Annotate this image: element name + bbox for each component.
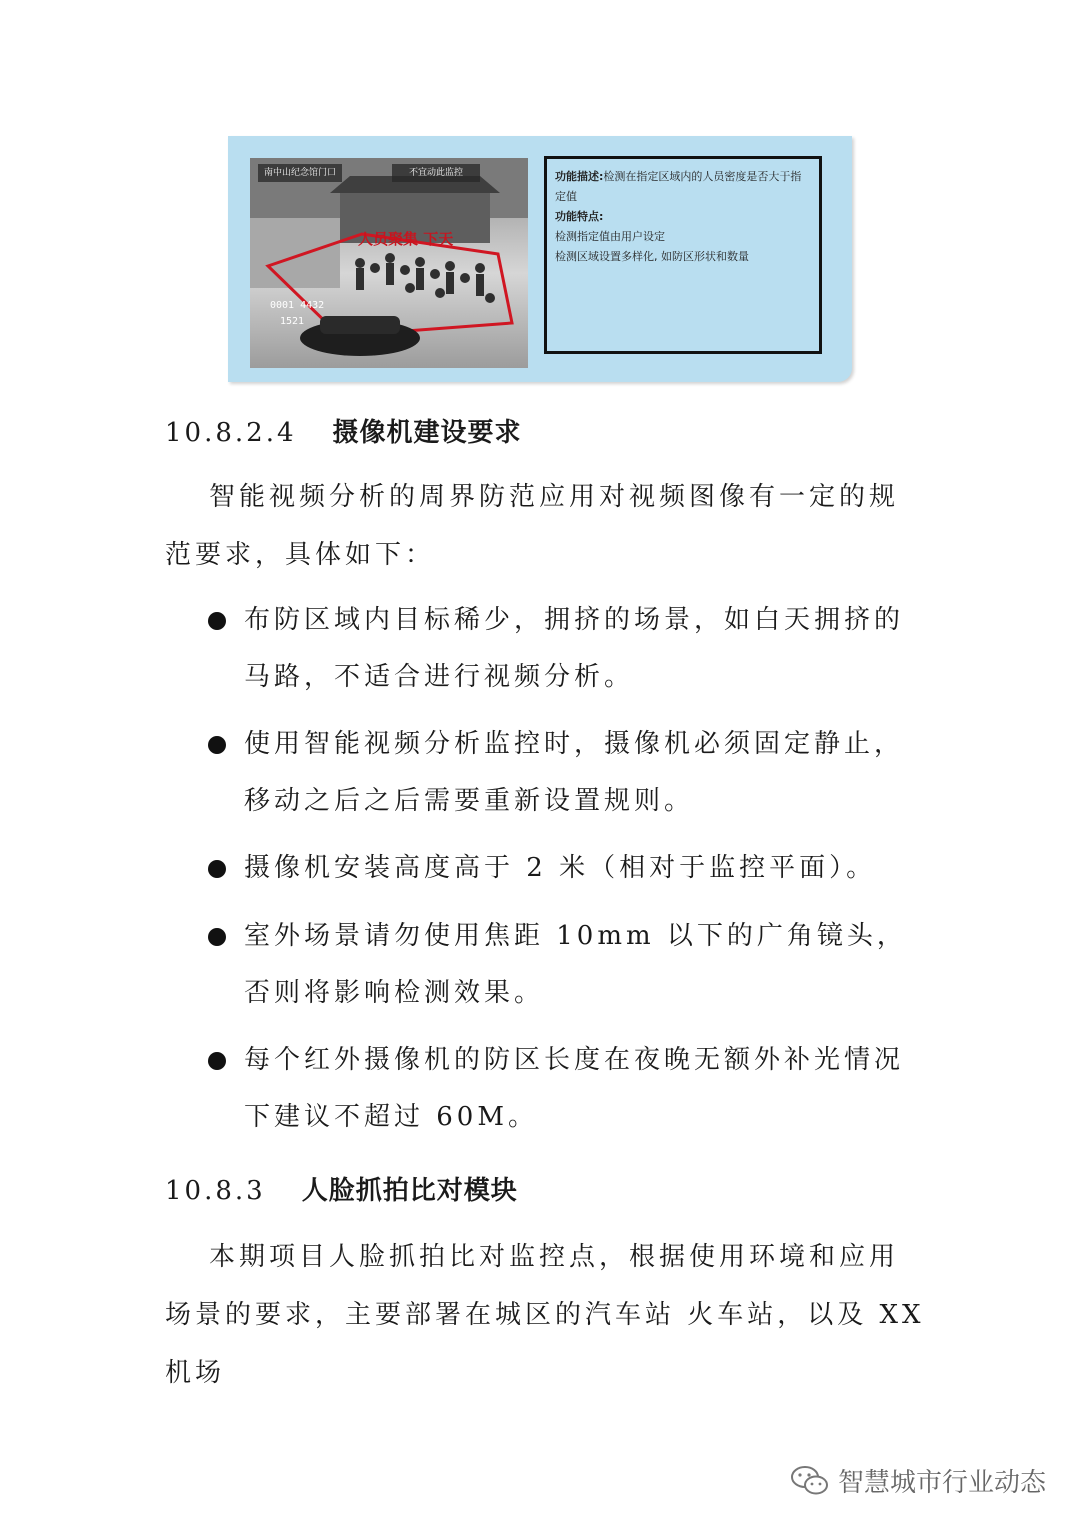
surveillance-photo	[250, 158, 528, 368]
bullet-icon	[208, 928, 226, 946]
source-watermark	[790, 1462, 1046, 1499]
alarm-overlay-text: 人员聚集 下天	[358, 230, 454, 248]
wechat-icon	[790, 1464, 830, 1498]
description-line: 功能特点:	[555, 210, 604, 223]
svg-text:1521: 1521	[280, 316, 305, 327]
watermark-text: 智慧城市行业动态	[837, 1468, 1046, 1498]
intro-paragraph: 智能视频分析的周界防范应用对视频图像有一定的规范要求，具体如下：	[165, 482, 900, 570]
list-item: 室外场景请勿使用焦距 10mm 以下的广角镜头，否则将影响检测效果。	[208, 908, 924, 1022]
feature-description-box	[544, 156, 822, 354]
section-title: 人脸抓拍比对模块	[301, 1176, 518, 1206]
section-title: 摄像机建设要求	[332, 418, 522, 448]
bullet-icon	[208, 860, 226, 878]
surveillance-figure	[228, 136, 852, 382]
bullet-icon	[208, 612, 226, 630]
description-line: 功能描述:检测在指定区域内的人员密度是否大于指定值	[555, 170, 802, 203]
intro-paragraph: 本期项目人脸抓拍比对监控点，根据使用环境和应用场景的要求，主要部署在城区的汽车站 火车站，以及 XX 机场	[165, 1242, 925, 1388]
photo-label-right: 不宜动此监控	[392, 164, 480, 182]
bullet-icon	[208, 736, 226, 754]
list-item: 摄像机安装高度高于 2 米（相对于监控平面）。	[208, 840, 924, 897]
section-heading	[165, 1170, 518, 1207]
list-item: 布防区域内目标稀少，拥挤的场景，如白天拥挤的马路，不适合进行视频分析。	[208, 592, 924, 706]
svg-text:0001 4432: 0001 4432	[270, 300, 325, 311]
bullet-icon	[208, 1052, 226, 1070]
section-heading	[165, 412, 522, 449]
section-number: 10.8.2.4	[165, 418, 297, 448]
description-line: 检测区域设置多样化, 如防区形状和数量	[555, 250, 749, 263]
list-item: 使用智能视频分析监控时，摄像机必须固定静止，移动之后之后需要重新设置规则。	[208, 716, 924, 830]
list-item: 每个红外摄像机的防区长度在夜晚无额外补光情况下建议不超过 60M。	[208, 1032, 924, 1146]
section-number: 10.8.3	[165, 1176, 266, 1206]
photo-label-left: 南中山纪念馆门口	[258, 164, 342, 182]
description-line: 检测指定值由用户设定	[555, 230, 665, 243]
crowd-scene-illustration	[250, 158, 528, 368]
